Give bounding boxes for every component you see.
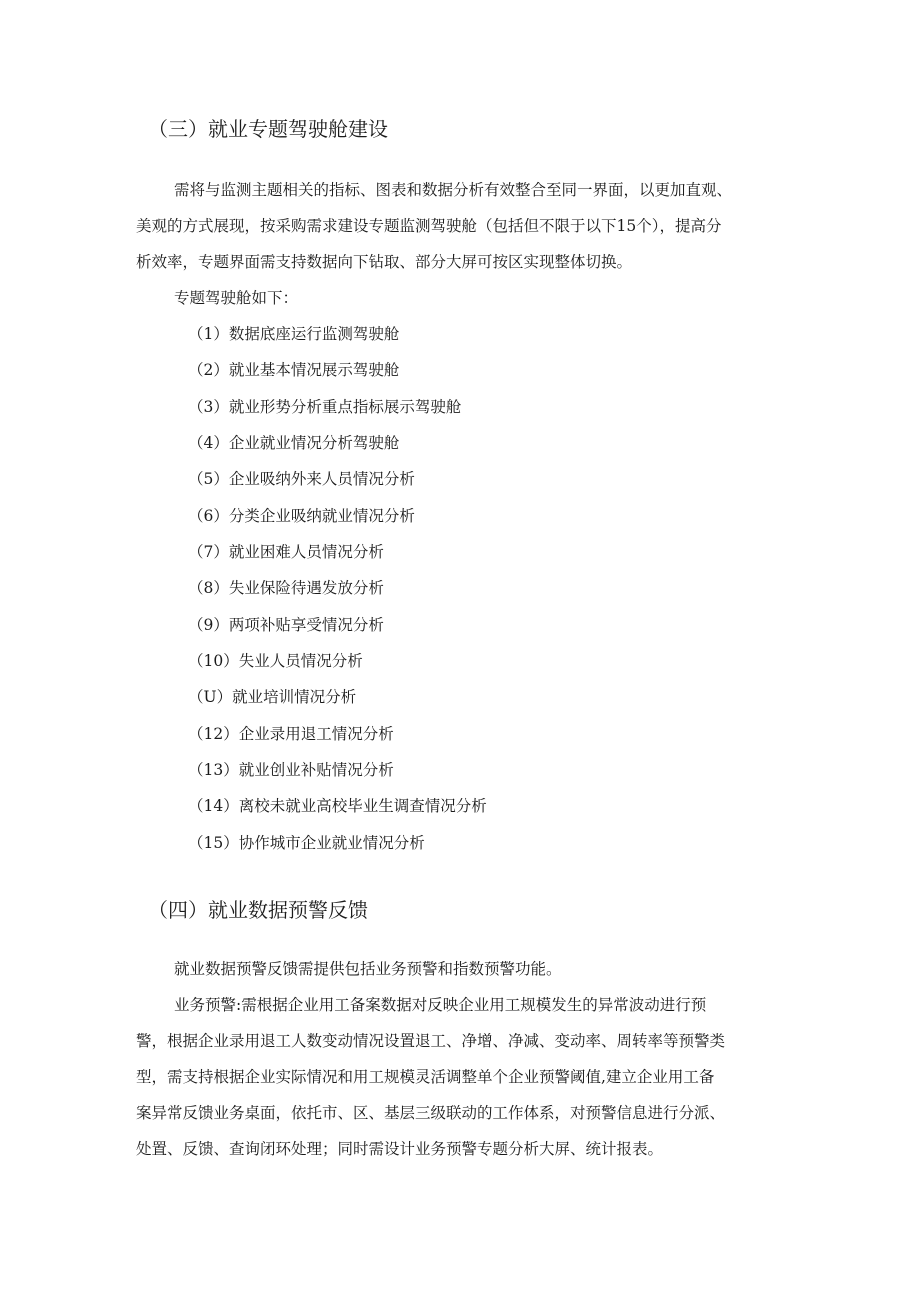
section-3-paragraph-line-3: 析效率，专题界面需支持数据向下钻取、部分大屏可按区实现整体切换。: [136, 253, 633, 271]
list-item: （1）数据底座运行监测驾驶舱: [188, 325, 400, 343]
list-item: （2）就业基本情况展示驾驶舱: [188, 361, 400, 379]
list-item: （10）失业人员情况分析: [188, 652, 363, 670]
section-4-paragraph-line-4: 案异常反馈业务桌面，依托市、区、基层三级联动的工作体系，对预警信息进行分派、: [136, 1104, 726, 1122]
list-item: （15）协作城市企业就业情况分析: [188, 834, 425, 852]
list-item: （14）离校未就业高校毕业生调查情况分析: [188, 797, 487, 815]
section-3-paragraph-line-1: 需将与监测主题相关的指标、图表和数据分析有效整合至同一界面，以更加直观、: [174, 181, 733, 199]
section-4-paragraph-line-1: 业务预警:需根据企业用工备案数据对反映企业用工规模发生的异常波动进行预: [174, 996, 707, 1014]
section-3-heading: （三）就业专题驾驶舱建设: [148, 117, 388, 141]
list-item: （9）两项补贴享受情况分析: [188, 616, 384, 634]
section-4-paragraph-line-3: 型，需支持根据企业实际情况和用工规模灵活调整单个企业预警阈值,建立企业用工备: [136, 1068, 715, 1086]
list-item: （13）就业创业补贴情况分析: [188, 761, 394, 779]
section-4-paragraph-line-2: 警，根据企业录用退工人数变动情况设置退工、净增、净减、变动率、周转率等预警类: [136, 1032, 726, 1050]
cockpit-list-intro: 专题驾驶舱如下：: [174, 289, 299, 307]
section-4-heading: （四）就业数据预警反馈: [148, 898, 368, 922]
list-item: （5）企业吸纳外来人员情况分析: [188, 470, 415, 488]
section-4-paragraph-line-5: 处置、反馈、查询闭环处理；同时需设计业务预警专题分析大屏、统计报表。: [136, 1140, 664, 1158]
list-item: （12）企业录用退工情况分析: [188, 725, 394, 743]
list-item: （8）失业保险待遇发放分析: [188, 579, 384, 597]
section-3-paragraph-line-2: 美观的方式展现，按采购需求建设专题监测驾驶舱（包括但不限于以下15个），提高分: [136, 217, 722, 235]
list-item: （3）就业形势分析重点指标展示驾驶舱: [188, 398, 462, 416]
list-item: （U）就业培训情况分析: [188, 688, 357, 706]
section-4-intro: 就业数据预警反馈需提供包括业务预警和指数预警功能。: [174, 960, 562, 978]
list-item: （4）企业就业情况分析驾驶舱: [188, 434, 400, 452]
list-item: （7）就业困难人员情况分析: [188, 543, 384, 561]
list-item: （6）分类企业吸纳就业情况分析: [188, 507, 415, 525]
